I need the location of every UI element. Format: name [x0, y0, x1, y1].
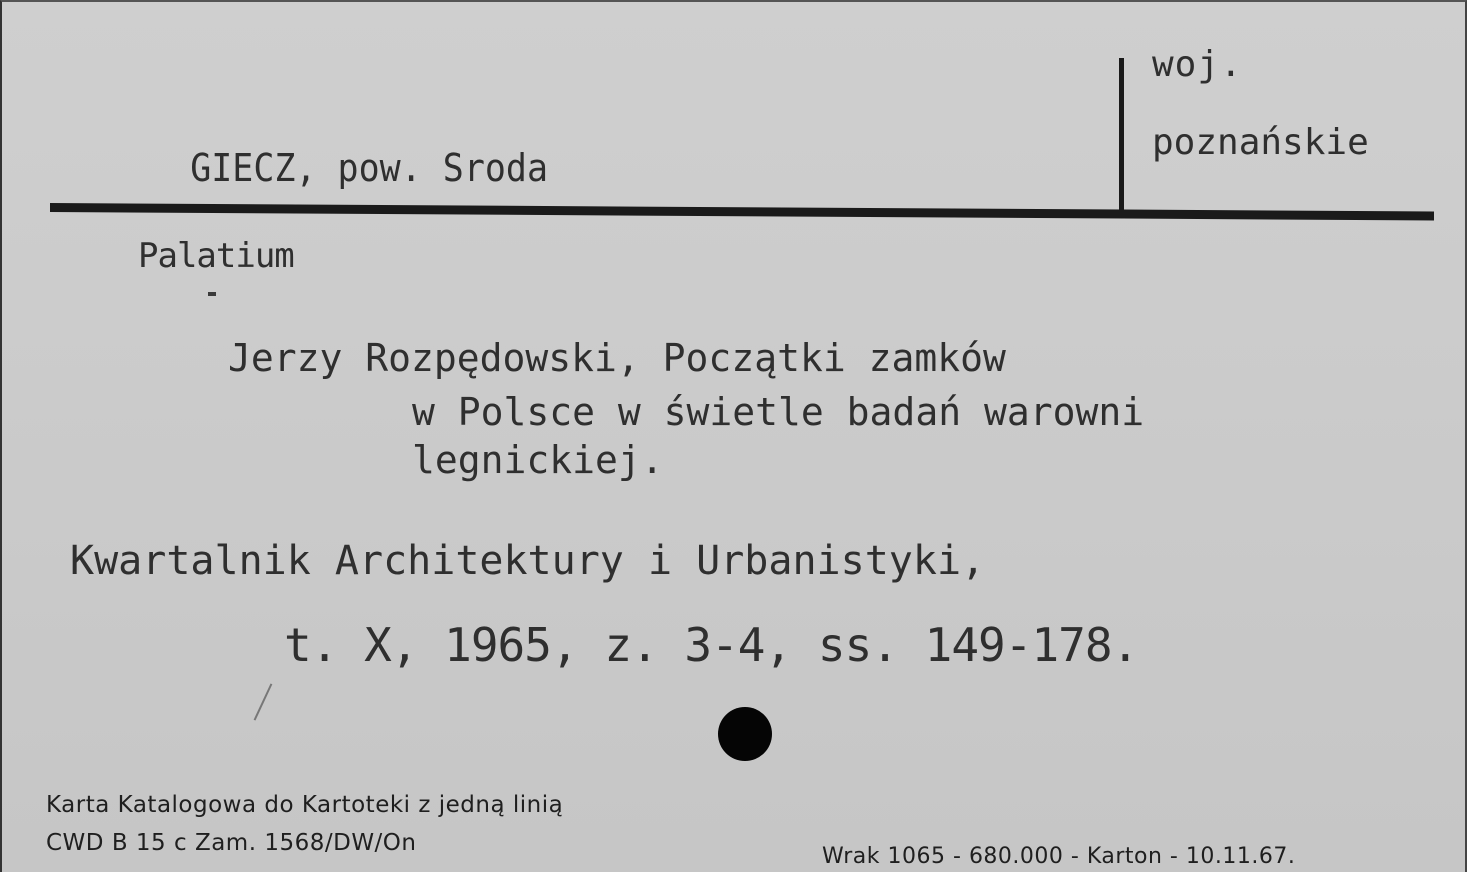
subject-heading: Palatium — [138, 236, 294, 276]
journal-details: t. X, 1965, z. 3-4, ss. 149-178. — [284, 618, 1139, 672]
print-info: Wrak 1065 - 680.000 - Karton - 10.11.67. — [822, 844, 1296, 869]
voivodeship-label: woj. — [1152, 44, 1243, 85]
voivodeship-name: poznańskie — [1152, 122, 1369, 163]
citation-title-continued: w Polsce w świetle badań warowni — [412, 390, 1145, 434]
header-vertical-rule — [1119, 58, 1124, 218]
ink-mark — [208, 292, 216, 296]
journal-name: Kwartalnik Architektury i Urbanistyki, — [70, 538, 986, 584]
form-code: CWD B 15 c Zam. 1568/DW/On — [46, 830, 417, 856]
citation-title-end: legnickiej. — [412, 438, 664, 482]
form-title: Karta Katalogowa do Kartoteki z jedną linią — [46, 792, 564, 818]
citation-author-title: Jerzy Rozpędowski, Początki zamków — [228, 336, 1006, 380]
ink-mark — [254, 683, 273, 720]
district-name: , pow. Sroda — [295, 146, 549, 190]
punch-hole — [718, 707, 772, 761]
locality-name: GIECZ — [190, 146, 296, 190]
